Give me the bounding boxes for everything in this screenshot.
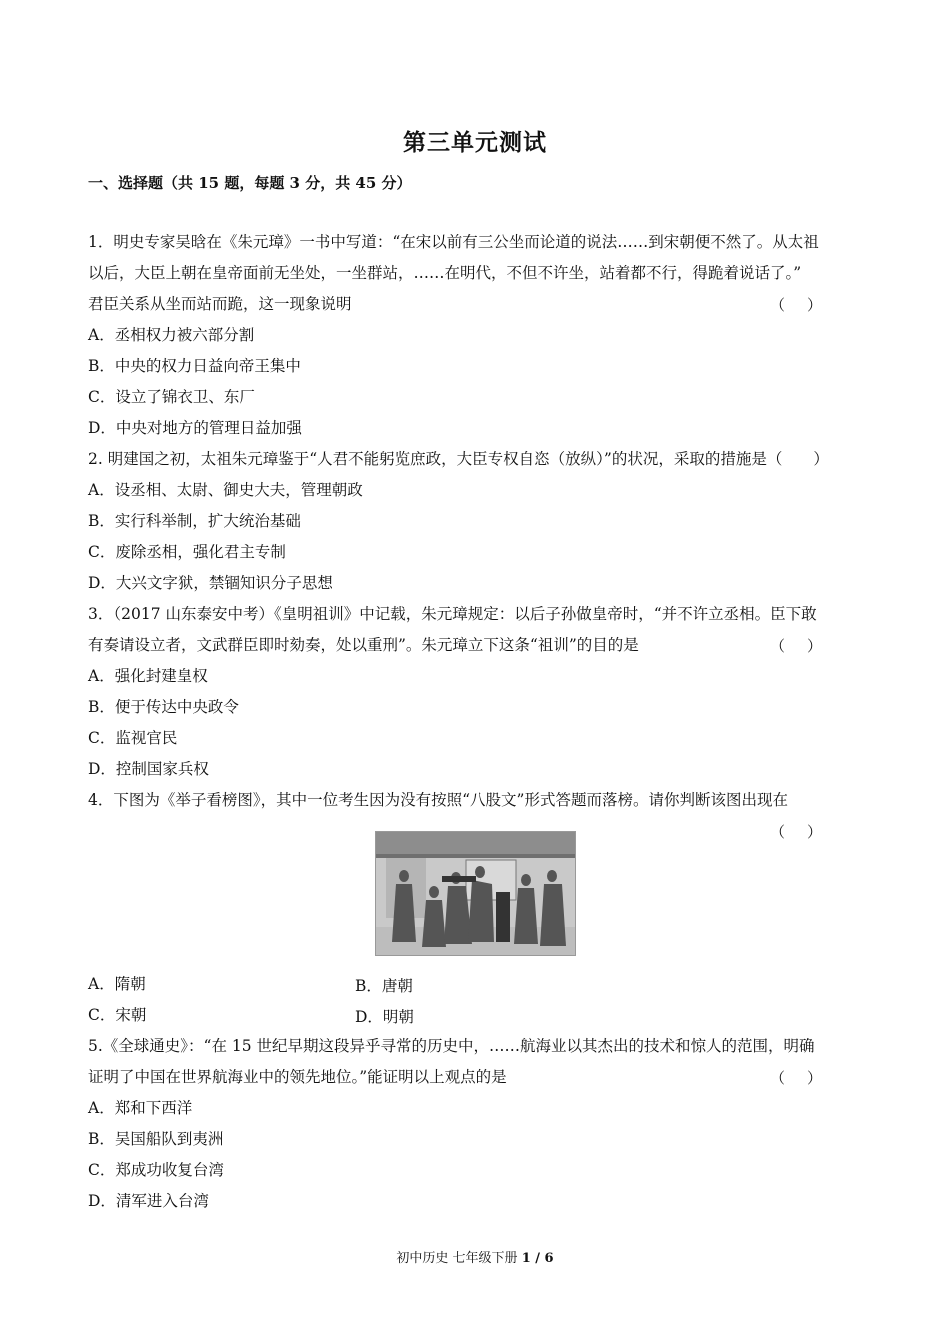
- answer-bracket: （）: [769, 1069, 844, 1087]
- q5-option-d: D．清军进入台湾: [88, 1192, 209, 1210]
- q3-line-2: 有奏请设立者，文武群臣即时劾奏，处以重刑”。朱元璋立下这条“祖训”的目的是: [88, 636, 639, 654]
- footer-text: 初中历史 七年级下册: [396, 1251, 522, 1266]
- q3-option-c: C．监视官民: [88, 729, 178, 747]
- q5-line-2: 证明了中国在世界航海业中的领先地位。”能证明以上观点的是: [88, 1068, 507, 1086]
- q5-line-1: 5.《全球通史》：“在 15 世纪早期这段异乎寻常的历史中，……航海业以其杰出的技术和惊人的范围，明确: [88, 1037, 815, 1055]
- q3-option-d: D．控制国家兵权: [88, 760, 209, 778]
- q5-option-c: C．郑成功收复台湾: [88, 1161, 224, 1179]
- q3-option-a: A．强化封建皇权: [88, 667, 208, 685]
- q3-line-1: 3．（2017 山东泰安中考）《皇明祖训》中记载，朱元璋规定：以后子孙做皇帝时，“并不许立丞相。臣下敢: [88, 605, 817, 623]
- q4-option-b: B．唐朝: [355, 977, 413, 995]
- page-number: 1 / 6: [521, 1251, 554, 1266]
- q5-option-a: A．郑和下西洋: [88, 1099, 193, 1117]
- q1-line-3: 君臣关系从坐而站而跪，这一现象说明: [88, 295, 352, 313]
- answer-bracket: （）: [769, 823, 844, 841]
- q4-option-d: D．明朝: [355, 1008, 414, 1026]
- q1-line-2: 以后，大臣上朝在皇帝面前无坐处，一坐群站，……在明代，不但不许坐，站着都不行，得跪着说话了。”: [88, 264, 802, 282]
- q2-option-c: C．废除丞相，强化君主专制: [88, 543, 286, 561]
- answer-bracket: （）: [769, 637, 844, 655]
- q1-option-a: A．丞相权力被六部分割: [88, 326, 255, 344]
- q5-option-b: B．吴国船队到夷洲: [88, 1130, 224, 1148]
- q2-option-d: D．大兴文字狱，禁锢知识分子思想: [88, 574, 333, 592]
- q1-option-b: B．中央的权力日益向帝王集中: [88, 357, 301, 375]
- q4-option-c: C．宋朝: [88, 1006, 147, 1024]
- answer-bracket: （）: [769, 296, 844, 314]
- q2-option-a: A．设丞相、太尉、御史大夫，管理朝政: [88, 481, 363, 499]
- q1-option-c: C．设立了锦衣卫、东厂: [88, 388, 255, 406]
- page-title: 第三单元测试: [403, 129, 547, 156]
- q3-option-b: B．便于传达中央政令: [88, 698, 239, 716]
- illustration-drawing: [376, 832, 575, 955]
- q2-option-b: B．实行科举制，扩大统治基础: [88, 512, 301, 530]
- exam-results-illustration: [375, 831, 576, 956]
- q1-option-d: D．中央对地方的管理日益加强: [88, 419, 302, 437]
- q4-option-a: A．隋朝: [88, 975, 146, 993]
- section-heading: 一、选择题（共 15 题，每题 3 分，共 45 分）: [88, 174, 412, 192]
- q1-line-1: 1．明史专家吴晗在《朱元璋》一书中写道：“在宋以前有三公坐而论道的说法……到宋朝便不然了。从太祖: [88, 233, 819, 251]
- q4-line-1: 4．下图为《举子看榜图》，其中一位考生因为没有按照“八股文”形式答题而落榜。请你判断该图出现在: [88, 791, 788, 809]
- q2-line-1: 2. 明建国之初，太祖朱元璋鉴于“人君不能躬览庶政，大臣专权自恣（放纵）”的状况，采取的措施是（ ）: [88, 450, 829, 468]
- page-footer: [0, 1247, 950, 1266]
